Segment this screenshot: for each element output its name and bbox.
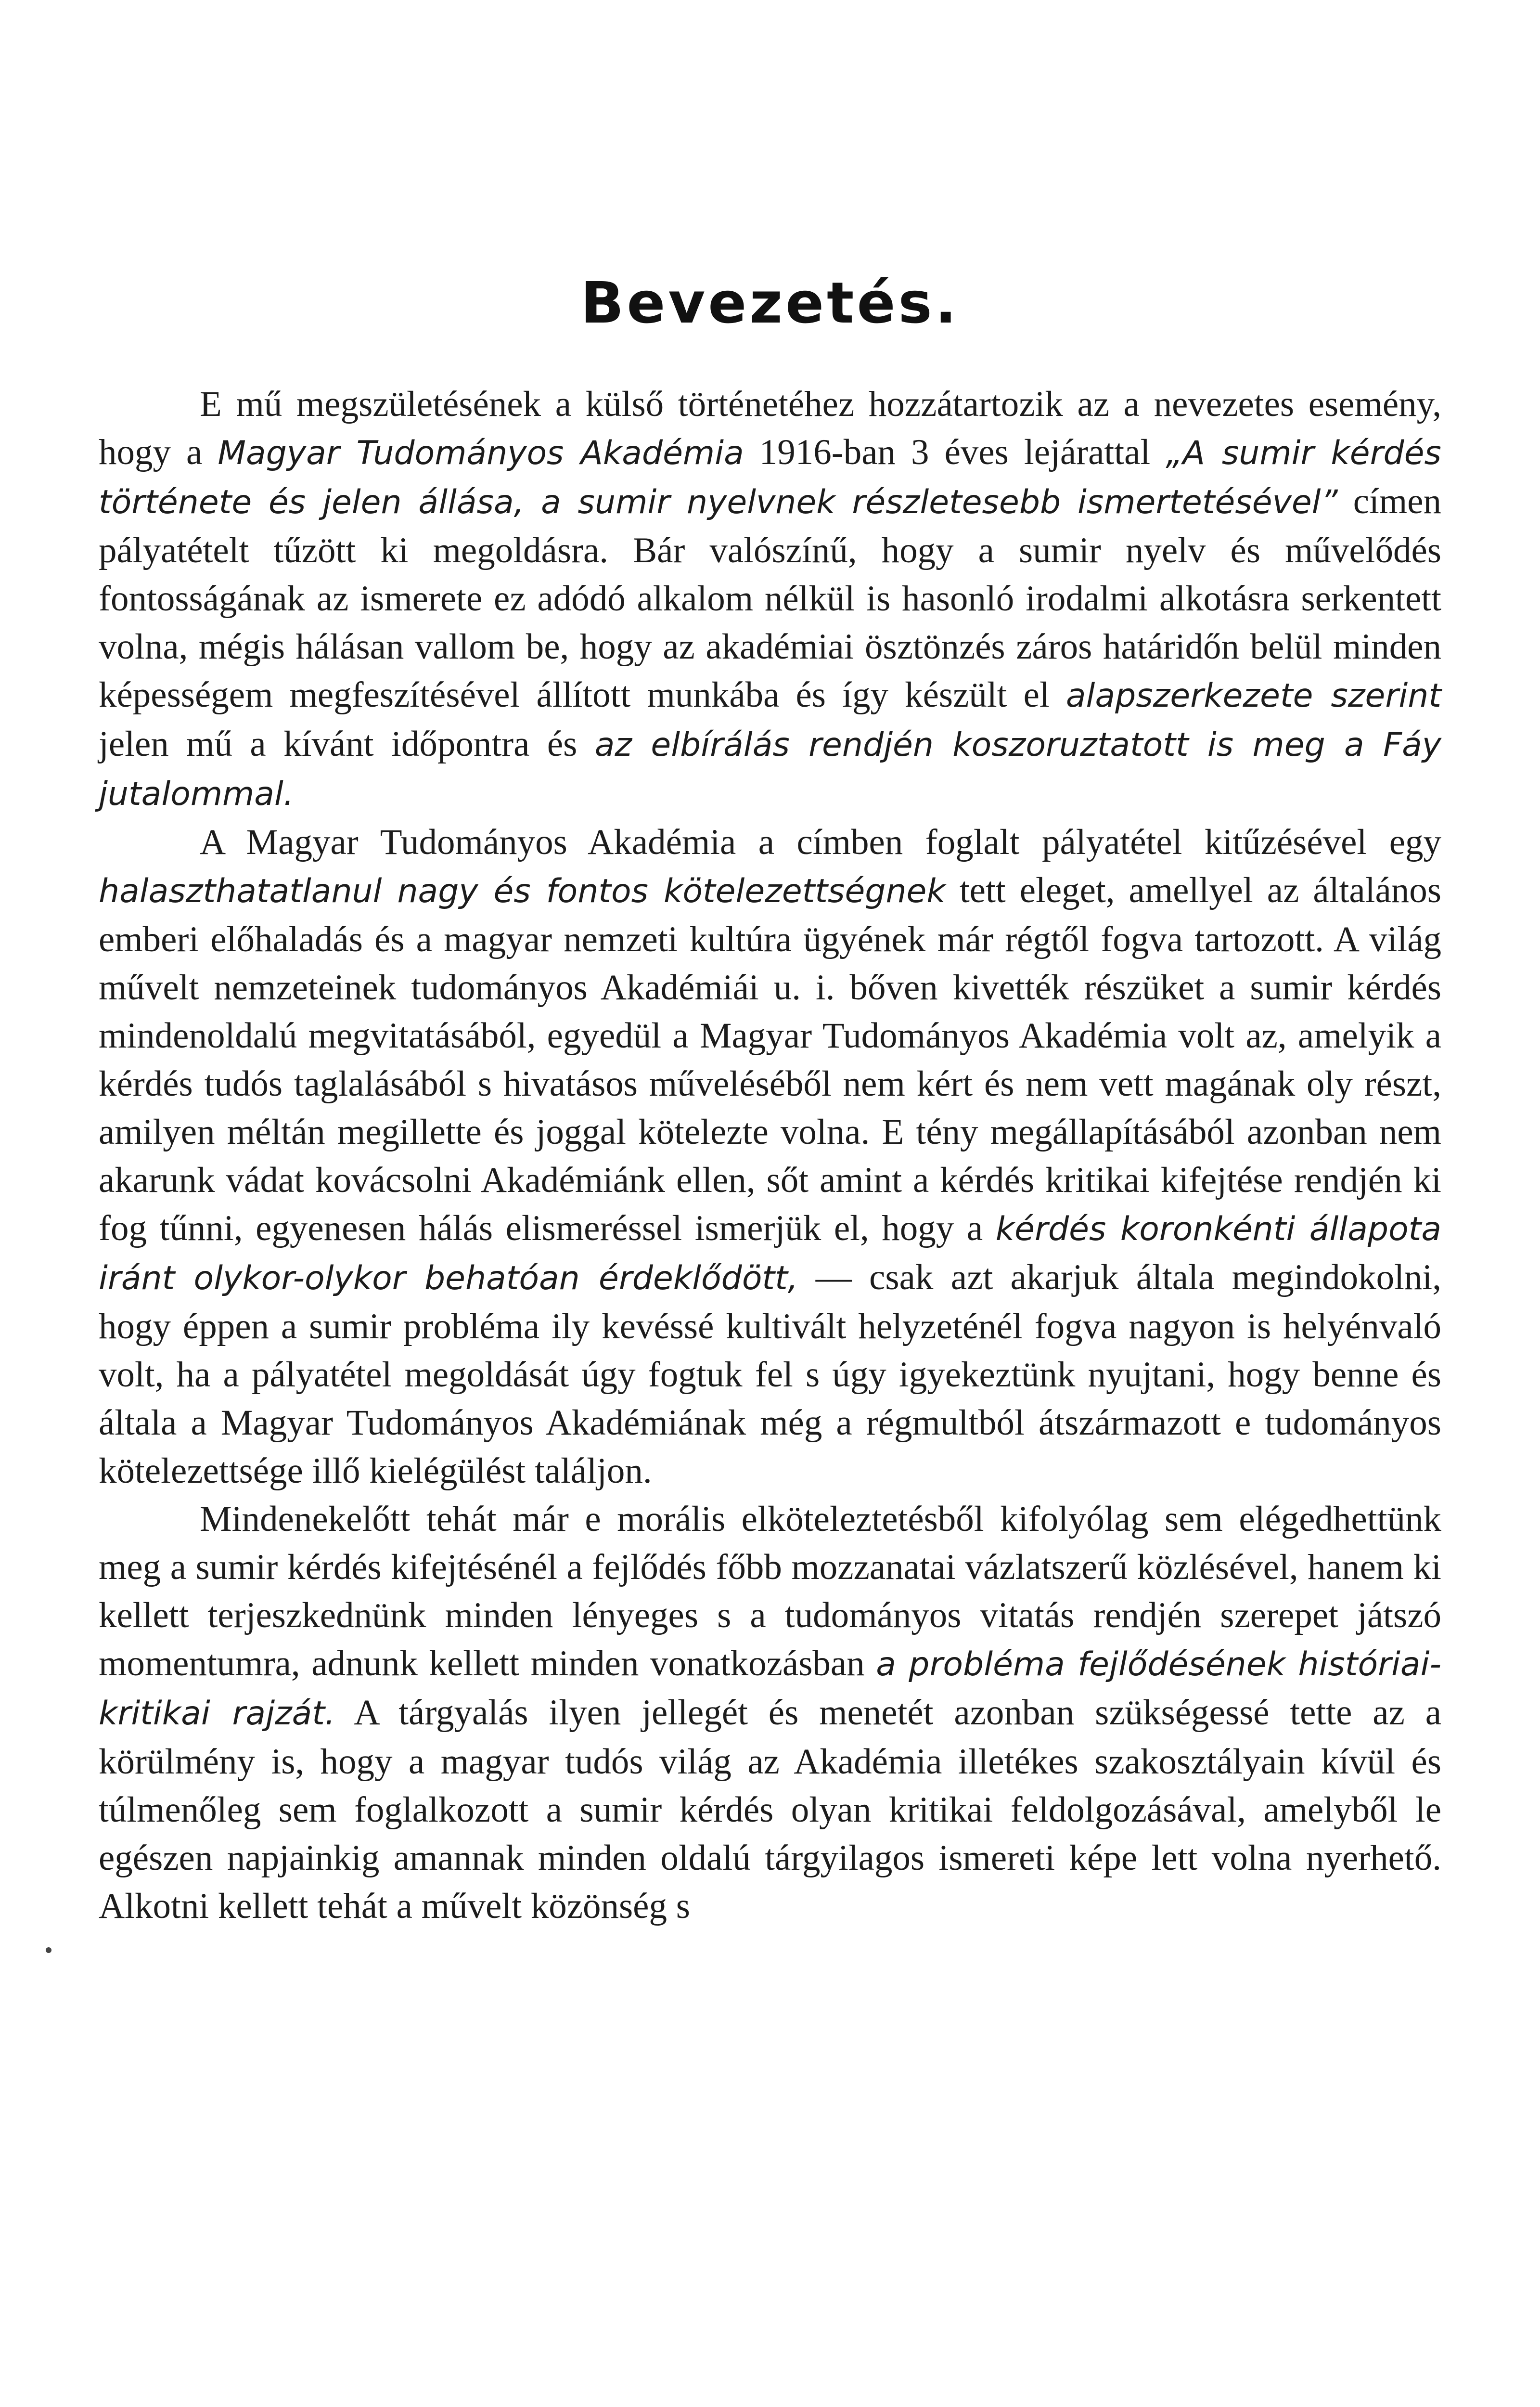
text-run: tett eleget, amellyel az általános emberi előhaladás és a magyar nemzeti kultúra ügyének már régtől fogva tartozott. A világ művelt nemzeteinek tudományos Akadémiái u. i. bőven kivették részüket a sumir kérdés mindenoldalú megvitatásából, egyedül a Magyar Tudományos Akadémia volt az, amelyik a kérdés tudós taglalásából s hivatásos műveléséből nem kért és nem vett magának oly részt, amilyen méltán megillette és joggal kötelezte volna. E tény megállapításából azonban nem akarunk vádat kovácsolni Akadémiánk ellen, sőt amint a kérdés kritikai kifejtése rendjén ki fog tűnni, egyenesen hálás elismeréssel ismerjük el, hogy a — [99, 870, 1441, 1248]
text-run: A Magyar Tudományos Akadémia a címben foglalt pályatétel kitűzésével egy — [200, 822, 1441, 862]
page-title: Bevezetés. — [580, 270, 960, 336]
text-run: jelen mű a kívánt időpontra és — [99, 724, 595, 764]
text-run: Mindenekelőtt tehát már e morális elköteleztetésből kifolyólag sem elégedhettünk meg a sumir kérdés kifejtésénél a fejlődés főbb mozzanatai vázlatszerű közlésével, hanem ki kellett terjeszkednünk minden lényeges s a tudományos vitatás rendjén szerepet játszó momentumra, adnunk kellett minden vonatkozásban — [99, 1499, 1441, 1683]
paragraph-2 — [99, 818, 1441, 1495]
italic-text-run: a probléma fejlődésének históriai-kritikai rajzát. — [99, 1645, 1442, 1733]
italic-text-run: Magyar Tudományos Akadémia — [218, 434, 744, 472]
text-run: E mű megszületésének a külső történetéhez hozzátartozik az a nevezetes esemény, hogy a — [99, 384, 1441, 472]
text-run: címen pályatételt tűzött ki megoldásra. Bár valószínű, hogy a sumir nyelv és művelődés fontosságának az ismerete ez adódó alkalom nélkül is hasonló irodalmi alkotásra serkentett volna, mégis hálásan vallom be, hogy az akadémiai ösztönzés záros határidőn belül minden képességem megfeszítésével állított munkába és így készült el — [99, 481, 1441, 715]
paragraph-3 — [99, 1495, 1441, 1930]
scan-speck — [46, 1947, 51, 1953]
text-run: A tárgyalás ilyen jellegét és menetét azonban szükségessé tette az a körülmény is, hogy a magyar tudós világ az Akadémia illetékes szakosztályain kívül és túlmenőleg sem foglalkozott a sumir kérdés olyan kritikai feldolgozásával, amelyből le egészen napjainkig amannak minden oldalú tárgyilagos ismereti képe lett volna nyerhető. Alkotni kellett tehát a művelt közönség s — [99, 1693, 1441, 1926]
italic-text-run: halaszthatatlanul nagy és fontos kötelezettségnek — [99, 872, 946, 910]
italic-text-run: alapszerkezete szerint — [1065, 677, 1441, 715]
body-text — [99, 380, 1441, 1930]
paragraph-1 — [99, 380, 1441, 818]
italic-text-run: az elbírálás rendjén koszoruztatott is meg a Fáy jutalommal. — [99, 726, 1441, 813]
italic-text-run: „A sumir kérdés története és jelen állása, a sumir nyelvnek részletesebb ismertetésével” — [99, 434, 1441, 521]
italic-text-run: kérdés koronkénti állapota iránt olykor-olykor behatóan érdeklődött, — [99, 1210, 1442, 1297]
text-run: — csak azt akarjuk általa megindokolni, hogy éppen a sumir probléma ily kevéssé kultivált helyzeténél fogva nagyon is helyénvaló volt, ha a pályatétel megoldását úgy fogtuk fel s úgy igyekeztünk nyujtani, hogy benne és általa a Magyar Tudományos Akadémiának még a régmultból átszármazott e tudományos kötelezettsége illő kielégülést találjon. — [99, 1257, 1441, 1491]
text-run: 1916-ban 3 éves lejárattal — [744, 432, 1166, 472]
